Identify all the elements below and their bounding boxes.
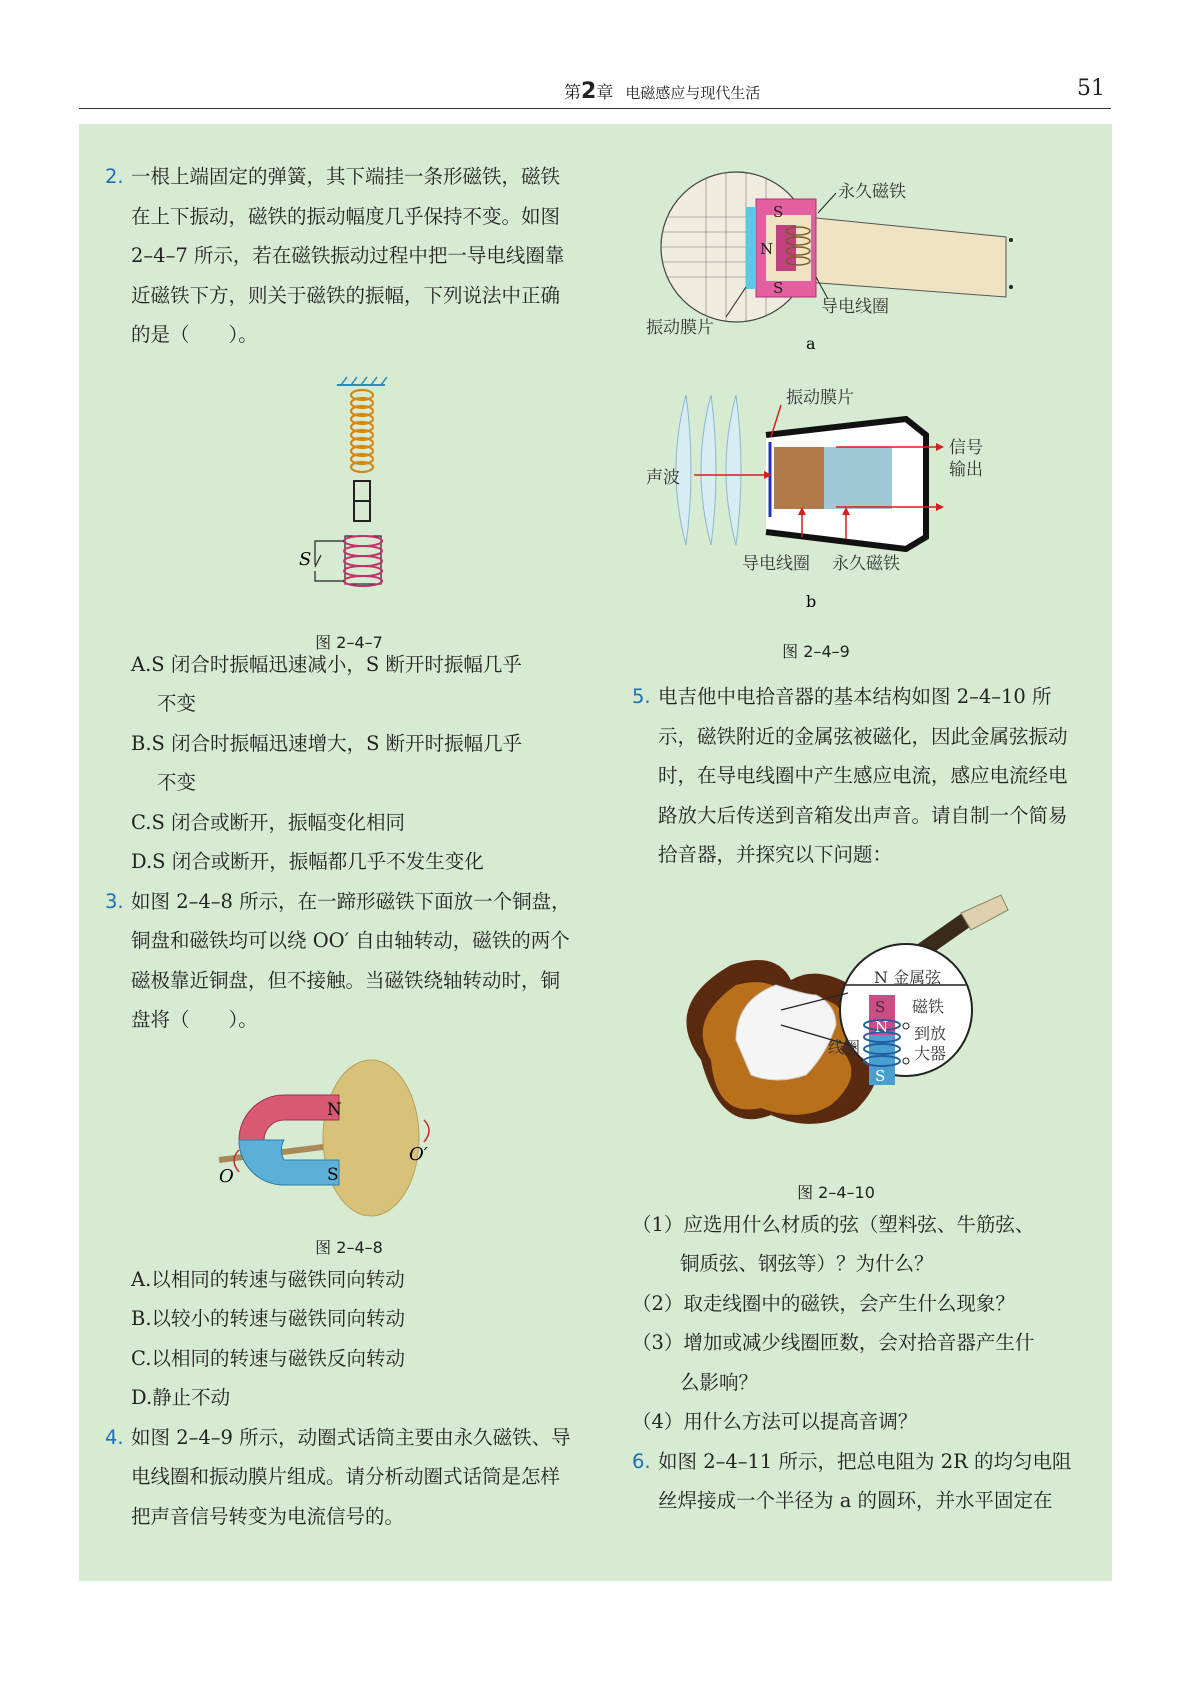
switch-label: S — [299, 548, 312, 570]
subquestion-text: 应选用什么材质的弦（塑料弦、牛筋弦、 — [683, 1212, 1035, 1236]
subquestion-text: 用什么方法可以提高音调？ — [683, 1410, 918, 1433]
mic-b-magnet-label: 永久磁铁 — [832, 554, 900, 574]
subquestion-label: （3） — [632, 1331, 684, 1354]
spring-magnet-diagram — [79, 355, 579, 620]
option-d — [79, 1378, 579, 1418]
chapter-heading — [564, 78, 760, 104]
south-pole-label: S — [327, 1164, 339, 1185]
mic-a-diaphragm-label: 振动膜片 — [646, 318, 714, 338]
option-label: C. — [131, 1346, 152, 1370]
subquestion-label: （1） — [632, 1212, 684, 1236]
figure-2-4-9 — [606, 157, 1086, 677]
chapter-number: 2 — [581, 79, 597, 104]
option-label: A. — [131, 1267, 152, 1291]
question-number: 4. — [105, 1425, 124, 1449]
mic-a-s-bottom-label: S — [773, 279, 784, 297]
mic-a-n-label: N — [760, 240, 774, 258]
mic-b-wave-label: 声波 — [646, 468, 680, 488]
question-text: 电吉他中电拾音器的基本结构如图 2–4–10 所示，磁铁附近的金属弦被磁化，因此金属弦振动时，在导电线圈中产生感应电流，感应电流经电路放大后传送到音箱发出声音。请自制一个简易拾音器，并探究以下问题： — [658, 685, 1068, 866]
page-number: 51 — [1077, 76, 1105, 101]
subquestion-label: （4） — [632, 1410, 684, 1433]
question-text: 如图 2–4–9 所示，动圈式话筒主要由永久磁铁、导电线圈和振动膜片组成。请分析动圈式话筒是怎样把声音信号转变为电流信号的。 — [131, 1425, 571, 1528]
chapter-prefix: 第 — [564, 83, 581, 103]
option-label: C. — [131, 810, 152, 834]
question-6 — [606, 1442, 1086, 1521]
figure-2-4-7 — [79, 355, 579, 652]
mic-b-signal-label-2: 输出 — [949, 460, 983, 480]
mic-a-magnet-label: 永久磁铁 — [838, 182, 906, 202]
question-5-subquestions — [606, 1205, 1086, 1442]
question-3-options — [79, 1260, 579, 1418]
mic-b-signal-label-1: 信号 — [949, 438, 983, 458]
north-pole-label: N — [327, 1099, 342, 1120]
subquestion-3 — [606, 1323, 1086, 1402]
page-header — [79, 72, 1111, 109]
question-number: 5. — [632, 685, 651, 708]
option-b — [79, 1299, 579, 1339]
option-text-cont: 不变 — [157, 692, 197, 715]
option-a — [79, 645, 579, 724]
subquestion-text: 取走线圈中的磁铁，会产生什么现象？ — [683, 1291, 1015, 1315]
figure-caption: 图 2–4–8 — [315, 1238, 383, 1257]
sub-figure-b-label: b — [806, 592, 817, 611]
mic-b-coil-label: 导电线圈 — [742, 554, 810, 574]
left-column — [79, 157, 579, 1536]
option-label: D. — [131, 850, 153, 873]
microphone-diagram — [606, 157, 1086, 612]
option-c — [79, 1339, 579, 1379]
option-text: 以较小的转速与磁铁同向转动 — [151, 1307, 406, 1330]
figure-2-4-10 — [606, 875, 1086, 1205]
subquestion-2 — [606, 1284, 1086, 1324]
figure-2-4-8 — [79, 1040, 579, 1260]
option-c — [79, 803, 579, 843]
mic-b-diaphragm-label: 振动膜片 — [786, 388, 854, 408]
mic-a-s-top-label: S — [773, 203, 784, 221]
question-2 — [79, 157, 579, 355]
option-text: 静止不动 — [152, 1386, 231, 1409]
option-label: B. — [131, 731, 152, 755]
option-b — [79, 724, 579, 803]
question-text: 一根上端固定的弹簧，其下端挂一条形磁铁，磁铁在上下振动，磁铁的振动幅度几乎保持不变。如图 2–4–7 所示，若在磁铁振动过程中把一导电线圈靠近磁铁下方，则关于磁铁的振幅，下列说法中正确的是（ ）。 — [131, 165, 565, 346]
sub-figure-a-label: a — [806, 334, 816, 353]
option-a — [79, 1260, 579, 1300]
mic-a-coil-label: 导电线圈 — [821, 297, 889, 317]
option-text: S 闭合时振幅迅速增大，S 断开时振幅几乎 — [151, 731, 523, 755]
question-number: 2. — [105, 165, 124, 188]
guitar-amp-label-2: 大器 — [914, 1043, 947, 1063]
subquestion-text-cont: 么影响？ — [680, 1370, 759, 1394]
question-3 — [79, 882, 579, 1040]
horseshoe-magnet-disc-diagram — [79, 1040, 579, 1225]
figure-caption: 图 2–4–9 — [782, 641, 850, 661]
subquestion-1 — [606, 1205, 1086, 1284]
subquestion-text: 增加或减少线圈匝数，会对拾音器产生什 — [683, 1331, 1035, 1354]
exercise-box — [79, 124, 1112, 1581]
option-text: 以相同的转速与磁铁反向转动 — [151, 1346, 405, 1370]
option-text: S 闭合或断开，振幅都几乎不发生变化 — [152, 850, 484, 873]
subquestion-text-cont: 铜质弦、钢弦等）？为什么？ — [680, 1252, 934, 1275]
guitar-n-label: N — [875, 1017, 889, 1036]
guitar-s-bottom-label: S — [875, 1066, 886, 1085]
guitar-coil-label: 线圈 — [828, 1037, 861, 1057]
option-label: D. — [131, 1386, 153, 1409]
option-label: A. — [131, 652, 152, 676]
option-text: S 闭合时振幅迅速减小，S 断开时振幅几乎 — [151, 652, 522, 676]
figure-caption: 图 2–4–10 — [797, 1183, 875, 1202]
subquestion-4 — [606, 1402, 1086, 1442]
right-column — [606, 157, 1086, 1521]
electric-guitar-pickup-diagram — [606, 875, 1086, 1170]
option-text: S 闭合或断开，振幅变化相同 — [151, 810, 405, 834]
option-label: B. — [131, 1307, 152, 1330]
subquestion-label: （2） — [632, 1291, 684, 1315]
chapter-title: 电磁感应与现代生活 — [625, 84, 761, 102]
question-4 — [79, 1418, 579, 1537]
guitar-s-label: S — [875, 997, 886, 1016]
question-text: 如图 2–4–8 所示，在一蹄形磁铁下面放一个铜盘，铜盘和磁铁均可以绕 OO′ 自由轴转动，磁铁的两个磁极靠近铜盘，但不接触。当磁铁绕轴转动时，铜盘将（ ）。 — [131, 889, 571, 1031]
axis-o-label: O — [219, 1165, 234, 1187]
option-text-cont: 不变 — [157, 771, 197, 794]
figure-caption: 图 2–4–7 — [315, 633, 383, 652]
axis-o-prime-label: O′ — [409, 1143, 428, 1165]
chapter-suffix: 章 — [596, 83, 614, 103]
question-5 — [606, 677, 1086, 875]
option-d — [79, 842, 579, 882]
guitar-string-label: N 金属弦 — [874, 967, 942, 987]
question-text: 如图 2–4–11 所示，把总电阻为 2R 的均匀电阻丝焊接成一个半径为 a 的圆环，并水平固定在 — [658, 1449, 1072, 1512]
question-number: 3. — [105, 889, 124, 913]
question-number: 6. — [632, 1449, 651, 1473]
question-2-options — [79, 645, 579, 882]
option-text: 以相同的转速与磁铁同向转动 — [151, 1267, 405, 1291]
guitar-magnet-label: 磁铁 — [912, 996, 945, 1016]
guitar-amp-label-1: 到放 — [914, 1023, 947, 1043]
